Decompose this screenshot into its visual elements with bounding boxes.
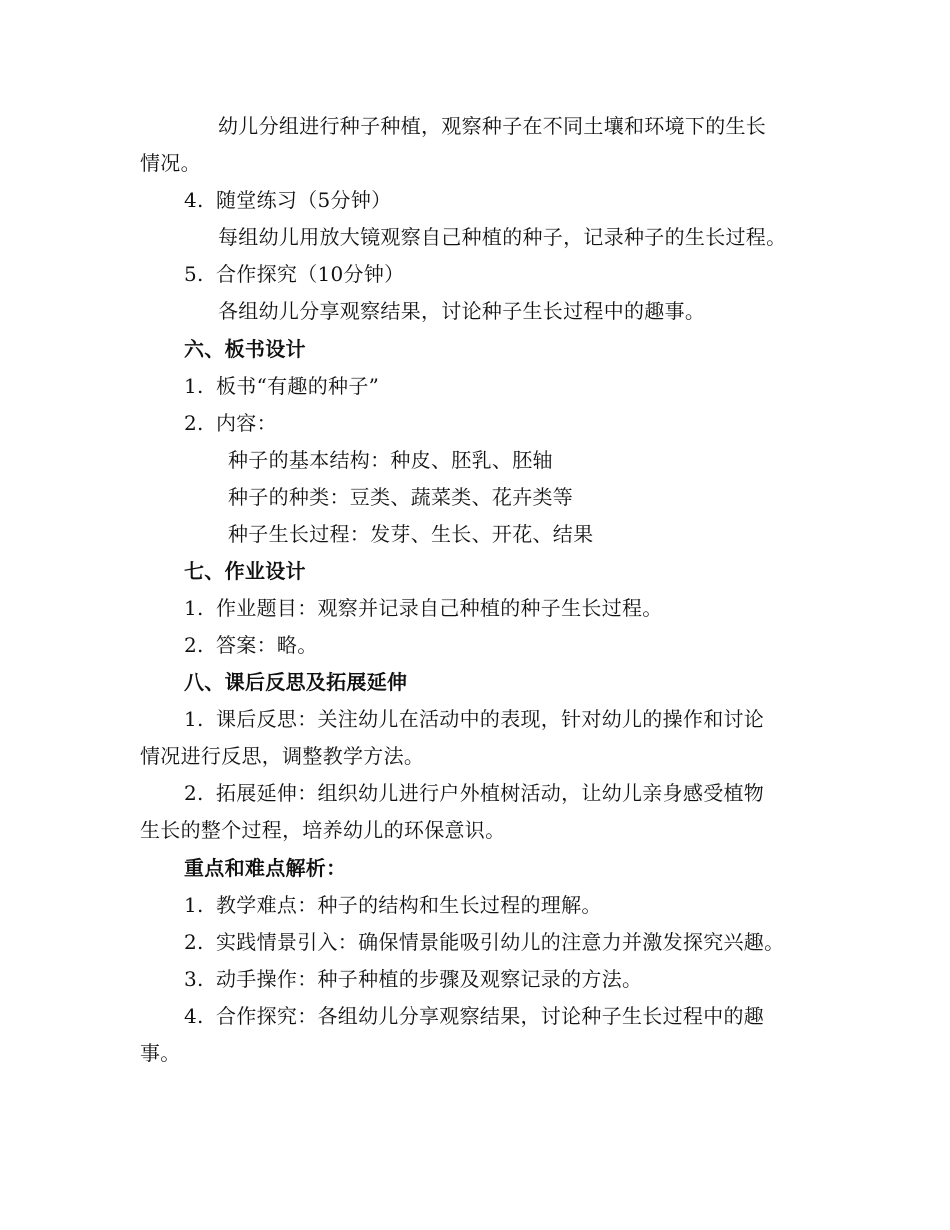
list-item xyxy=(184,186,391,214)
list-number: 1. xyxy=(184,596,204,620)
list-item-text: 答案：略。 xyxy=(216,633,318,657)
section-heading: 八、课后反思及拓展延伸 xyxy=(184,670,408,694)
section-heading: 重点和难点解析： xyxy=(184,856,347,880)
list-number: 2. xyxy=(184,411,204,435)
list-item xyxy=(184,779,764,807)
paragraph-line: 各组幼儿分享观察结果，讨论种子生长过程中的趣事。 xyxy=(218,299,706,323)
list-item xyxy=(184,891,602,919)
list-number: 2. xyxy=(184,781,204,805)
list-item-text: 随堂练习（5分钟） xyxy=(216,188,392,212)
list-number: 5. xyxy=(184,262,204,286)
list-item xyxy=(184,965,642,993)
section-heading: 六、板书设计 xyxy=(184,337,306,361)
list-number: 2. xyxy=(184,930,204,954)
list-number: 4. xyxy=(184,188,204,212)
content-line: 种子的基本结构：种皮、胚乳、胚轴 xyxy=(228,448,553,472)
list-item-text: 合作探究：各组幼儿分享观察结果，讨论种子生长过程中的趣 xyxy=(216,1004,765,1028)
list-number: 3. xyxy=(184,967,204,991)
list-number: 1. xyxy=(184,707,204,731)
paragraph-line: 情况。 xyxy=(140,151,201,175)
section-heading: 七、作业设计 xyxy=(184,559,306,583)
paragraph-line: 生长的整个过程，培养幼儿的环保意识。 xyxy=(140,818,506,842)
list-item xyxy=(184,409,277,437)
content-line: 种子生长过程：发芽、生长、开花、结果 xyxy=(228,522,594,546)
list-number: 1. xyxy=(184,893,204,917)
list-number: 4. xyxy=(184,1004,204,1028)
list-item xyxy=(184,631,318,659)
paragraph-line: 幼儿分组进行种子种植，观察种子在不同土壤和环境下的生长 xyxy=(218,114,767,138)
list-item xyxy=(184,1002,764,1030)
list-number: 1. xyxy=(184,374,204,398)
list-item xyxy=(184,260,404,288)
list-number: 2. xyxy=(184,633,204,657)
paragraph-line: 事。 xyxy=(140,1041,181,1065)
list-item xyxy=(184,705,764,733)
list-item-text: 作业题目：观察并记录自己种植的种子生长过程。 xyxy=(216,596,663,620)
list-item xyxy=(184,928,784,956)
list-item-text: 动手操作：种子种植的步骤及观察记录的方法。 xyxy=(216,967,643,991)
list-item-text: 教学难点：种子的结构和生长过程的理解。 xyxy=(216,893,602,917)
list-item-text: 实践情景引入：确保情景能吸引幼儿的注意力并激发探究兴趣。 xyxy=(216,930,785,954)
list-item xyxy=(184,372,379,400)
list-item-text: 拓展延伸：组织幼儿进行户外植树活动，让幼儿亲身感受植物 xyxy=(216,781,765,805)
paragraph-line: 情况进行反思，调整教学方法。 xyxy=(140,744,425,768)
list-item xyxy=(184,594,663,622)
list-item-text: 合作探究（10分钟） xyxy=(216,262,405,286)
list-item-text: 内容： xyxy=(216,411,277,435)
list-item-text: 课后反思：关注幼儿在活动中的表现，针对幼儿的操作和讨论 xyxy=(216,707,765,731)
content-line: 种子的种类：豆类、蔬菜类、花卉类等 xyxy=(228,485,574,509)
paragraph-line: 每组幼儿用放大镜观察自己种植的种子，记录种子的生长过程。 xyxy=(218,225,787,249)
list-item-text: 板书“有趣的种子” xyxy=(216,374,380,398)
